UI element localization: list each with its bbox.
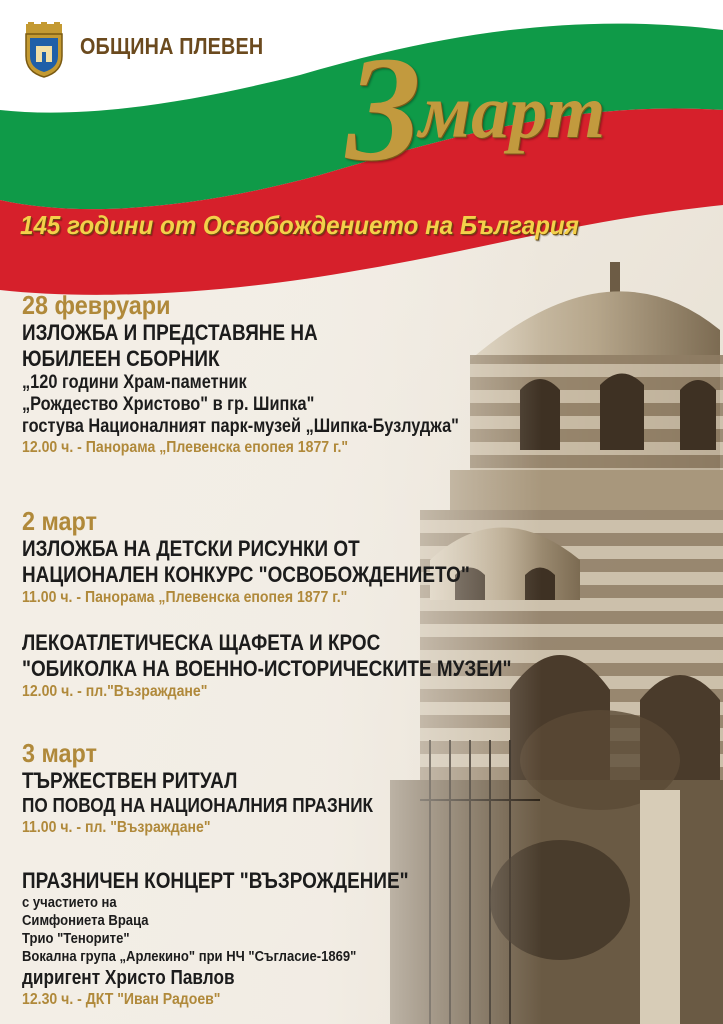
- event-body-line: ПО ПОВОД НА НАЦИОНАЛНИЯ ПРАЗНИК: [22, 795, 374, 817]
- event-time: 11.00 ч. - Панорама „Плевенска епопея 1877 г.": [22, 589, 348, 606]
- event-title-line: ИЗЛОЖБА НА ДЕТСКИ РИСУНКИ ОТ: [22, 536, 360, 561]
- event-title-line: "ОБИКОЛКА НА ВОЕННО-ИСТОРИЧЕСКИТЕ МУЗЕИ": [22, 656, 512, 681]
- event-feb-28: [22, 290, 530, 458]
- big-date-word: март: [419, 70, 606, 154]
- event-title-line: ЮБИЛЕЕН СБОРНИК: [22, 346, 220, 371]
- event-performer-line: с участието на: [22, 895, 117, 911]
- event-body-line: „120 години Храм-паметник: [22, 372, 247, 393]
- event-performer-line: Симфониета Враца: [22, 913, 149, 929]
- big-date: [346, 26, 606, 192]
- event-conductor: диригент Христо Павлов: [22, 967, 235, 989]
- event-title-line: ПРАЗНИЧЕН КОНЦЕРТ "ВЪЗРОЖДЕНИЕ": [22, 868, 409, 893]
- event-body-line: „Рождество Христово" в гр. Шипка": [22, 394, 315, 415]
- event-time: 11.00 ч. - пл. "Възраждане": [22, 819, 211, 836]
- organization-name: ОБЩИНА ПЛЕВЕН: [80, 33, 264, 59]
- event-time: 12.30 ч. - ДКТ "Иван Радоев": [22, 991, 221, 1008]
- big-date-number: 3: [346, 26, 421, 192]
- subtitle: 145 години от Освобождението на България: [20, 210, 579, 240]
- pleven-crest-icon: [22, 22, 66, 78]
- event-date: 28 февруари: [22, 290, 171, 320]
- event-title-line: НАЦИОНАЛЕН КОНКУРС "ОСВОБОЖДЕНИЕТО": [22, 562, 470, 587]
- event-body-line: гостува Националният парк-музей „Шипка-Бузлуджа": [22, 416, 459, 437]
- event-performer-line: Трио "Тенорите": [22, 931, 130, 947]
- event-mar-2-exhibition: [22, 506, 543, 608]
- event-time: 12.00 ч. - Панорама „Плевенска епопея 1877 г.": [22, 439, 349, 456]
- event-mar-3-ritual: [22, 738, 430, 838]
- event-title-line: ЛЕКОАТЛЕТИЧЕСКА ЩАФЕТА И КРОС: [22, 630, 381, 655]
- event-time: 12.00 ч. - пл."Възраждане": [22, 683, 208, 700]
- event-performer-line: Вокална група „Арлекино" при НЧ "Съгласие-1869": [22, 949, 357, 965]
- event-mar-3-concert: [22, 868, 472, 1010]
- event-title-line: ТЪРЖЕСТВЕН РИТУАЛ: [22, 768, 238, 793]
- event-date: 2 март: [22, 506, 97, 536]
- event-mar-2-relay: [22, 630, 591, 702]
- event-title-line: ИЗЛОЖБА И ПРЕДСТАВЯНЕ НА: [22, 320, 318, 345]
- event-date: 3 март: [22, 738, 97, 768]
